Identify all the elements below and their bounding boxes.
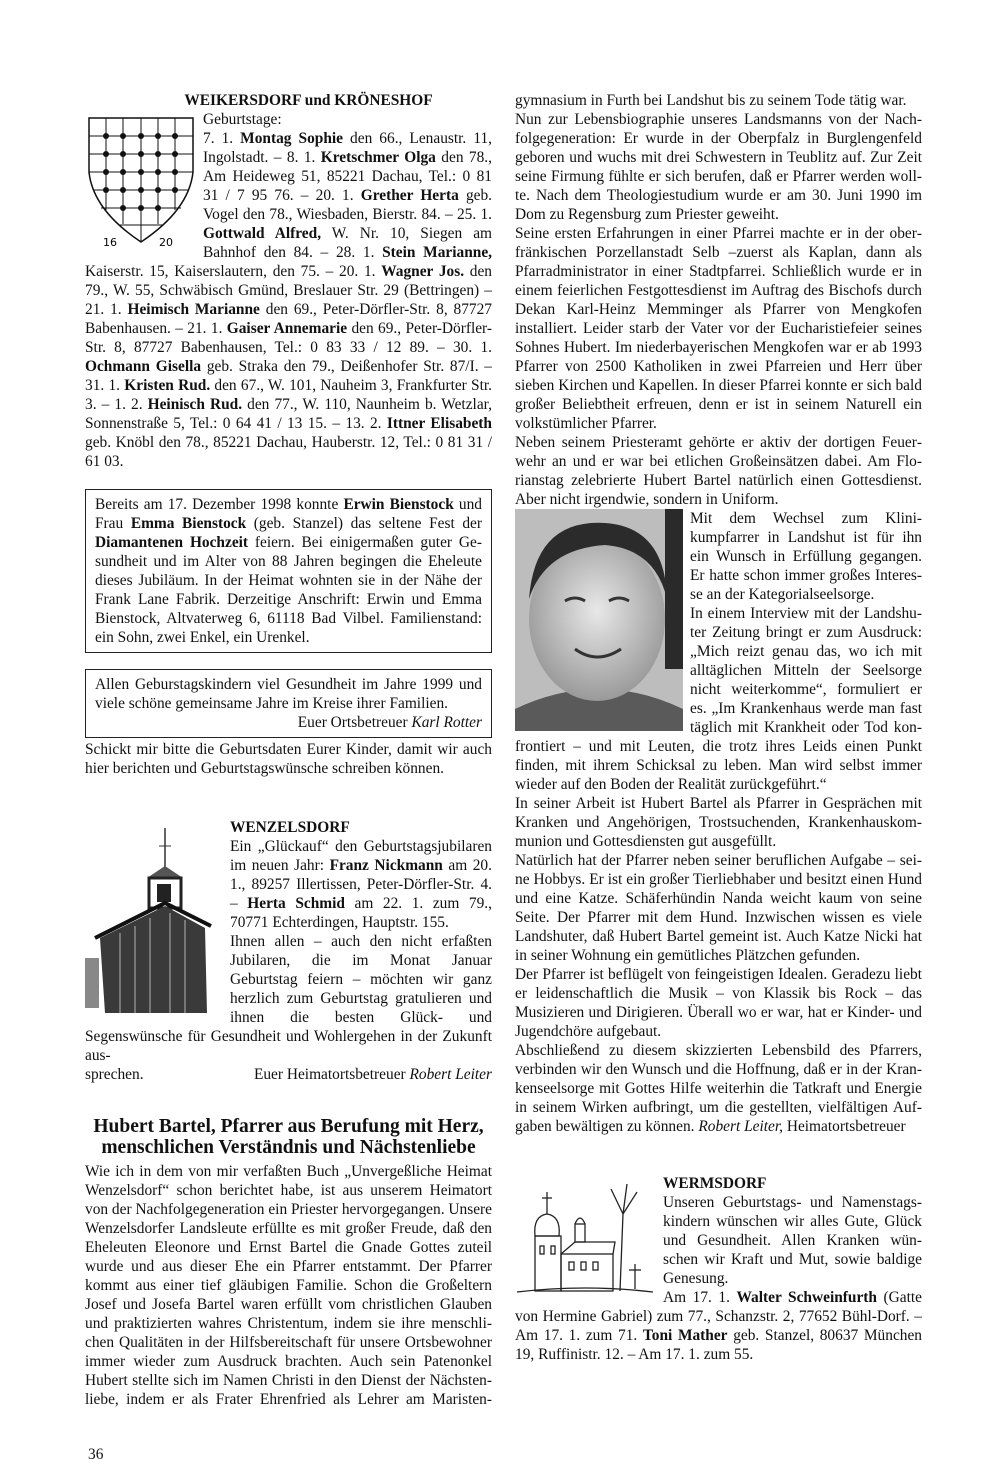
text-run: Ein „Glückauf“ den Geburtstagsjubilaren im neuen Jahr: [230,838,492,874]
coat-of-arms-icon [85,110,197,260]
greeting-last-word: sprechen. [85,1066,144,1083]
article-title-line-1: Hubert Bartel, Pfarrer aus Berufung mit Herz, [93,1116,484,1137]
bold-name: Kretschmer Olga [320,149,436,166]
text-run: den 79., W. 55, Schwäbisch Gmünd, Breslauer Str. 29 (Bettringen) – 21. 1. [85,263,492,318]
section-wenzelsdorf [85,818,492,1084]
text-run: Heimatortsbetreuer [782,1118,906,1135]
text-run: den 78., Am Heideweg 51, 85221 Dachau, Tel.: 0 81 31 / 7 95 76. – 20. 1. [203,149,492,204]
wenzelsdorf-greeting: Ihnen allen – auch den nicht erfaßten Jubilaren, die im Monat Januar Geburtstag feiern – möchten wir ganz herzlich zum Geburtstag gratulieren und ihnen die besten Glück- und Segenswünsche für Gesundheit und Wohlergehen in der Zukunft aus- [85,933,492,1064]
text-run: und Frau [95,496,482,532]
text-run: geb. Straka den 79., Deißenhofer Str. 87/I. – 31. 1. [85,358,492,394]
wenzelsdorf-signature [254,1065,492,1084]
bold-name: Stein Marianne, [382,244,492,261]
chapel-drawing-icon [85,818,215,1018]
article-title [85,1116,492,1158]
article-paragraph: In seiner Arbeit ist Hubert Bartel als Pfarrer in Gesprächen mit Kranken und Angehörigen, Trostsuchenden, Krankenhauskommunion und Gottesdiensten gut ausgefüllt. [515,795,922,850]
bold-name: Montag Sophie [240,130,343,147]
bold-name: Gottwald Alfred, [203,225,322,242]
text-run: den 67., W. 101, Nauheim 3, Frankfurter Str. 3. – 1. 2. [85,377,492,413]
page-number: 36 [88,1446,104,1463]
text-run: (Gatte von Hermine Gabriel) zum 77., Schanzstr. 2, 77652 Bühl-Dorf. – Am 17. 1. zum 71. [515,1289,922,1344]
article-paragraph: Der Pfarrer ist beflügelt von feingeistigen Idealen. Geradezu liebt er leidenschaftlich die Musik – von Klassik bis Rock – das Musizieren und Dirigieren. Überall wo er war, hat er Kinder- und Jugendchöre aufgebaut. [515,966,922,1040]
jubilee-text [95,495,482,647]
portrait-photo-icon [515,509,683,731]
bold-name: Wagner Jos. [381,263,465,280]
bold-name: Franz Nickmann [329,857,443,874]
bold-name: Herta Schmid [247,895,345,912]
note-text: Schickt mir bitte die Geburtsdaten Eurer Kinder, damit wir auch hier berichten und Geburtstagswünsche schreiben können. [85,741,492,777]
right-column [515,91,922,1364]
section-heading: WENZELSDORF [230,819,350,836]
text-run: geb. Vogel den 78., Wiesbaden, Bierstr. 84. – 25. 1. [203,187,492,223]
bold-name: Kristen Rud. [124,377,211,394]
article-paragraph: In einem Interview mit der Landshuter Zeitung bringt er zum Ausdruck: „Mich reizt genau das, wo ich mit alltäglichen Mitteln der Seelsorge nicht weiterkomme“, formuliert er es. „Im Krankenhaus werde man fast täglich mit Krankheit oder Tod konfrontiert – und mit Leuten, die trotz ihres Leids einen Punkt finden, mit ihrem Schicksal zu leben. Man wird selbst immer wieder auf den Boden der Realität zurückgeführt.“ [515,605,922,793]
crest-label: 16 [103,236,117,249]
note [85,740,492,778]
wishes-signature [95,713,482,732]
article-paragraph: Seine ersten Erfahrungen in einer Pfarrei machte er in der oberfränkischen Porzellanstadt Selb –zuerst als Kaplan, dann als Pfarradministrator in einer Stadtpfarrei. Schließlich wurde er in einem feierlichen Festgottesdienst im Auftrag des Bischofs durch Dekan Karl-Heinz Memminger als Pfarrer von Mengkofen installiert. Leider starb der Vater vor der Eucharistiefeier seines Sohnes Hubert. Im niederbayerischen Mengkofen war er ab 1993 Pfarrer von 2500 Katholiken in zwei Pfarreien und Herr über sieben Kirchen und Kapellen. In dieser Pfarrei konnte er sich bald großer Beliebtheit erfreuen, denn er ist in seinem Naturell ein volkstümlicher Pfarrer. [515,225,922,432]
church-image [515,1174,663,1307]
text-run: am 20. 1., 89257 Illertissen, Peter-Dörfler-Str. 4. – [230,857,492,912]
italic-name: Karl Rotter [411,714,482,731]
article-body-right [515,91,922,1136]
church-drawing-icon [515,1174,655,1299]
crest-label: 20 [159,236,173,249]
bold-name: Gaiser Annemarie [226,320,348,337]
bold-name: Erwin Bienstock [343,496,454,513]
text-run: (geb. Stanzel) das seltene Fest der [246,515,482,532]
article-body-left [85,1162,492,1409]
bold-name: Grether Herta [360,187,459,204]
bold-name: Diamantenen Hochzeit [95,534,249,551]
article-paragraph: gymnasium in Furth bei Landshut bis zu seinem Tode tätig war. [515,92,907,109]
text-run: den 66., Lenaustr. 11, Ingolstadt. – 8. 1. [203,130,492,166]
text-run: Am 17. 1. [663,1289,737,1306]
italic-name: Robert Leiter [409,1066,492,1083]
text-run: den 69., Peter-Dörfler-Str. 8, 87727 Babenhausen. – 21. 1. [85,301,492,337]
section-heading: WERMSDORF [663,1175,767,1192]
wishes-text: Allen Geburstagskindern viel Gesundheit im Jahre 1999 und viele schöne gemeinsame Jahre im Kreise ihrer Familien. [95,676,482,712]
bold-name: Toni Mather [642,1327,728,1344]
text-run: Euer Heimatortsbetreuer [253,1066,410,1083]
article-paragraph: Nun zur Lebensbiographie unseres Landsmanns von der Nachfolgegeneration: Er wurde in der Oberpfalz in Burglengenfeld geboren und wuchs mit drei Schwestern in Teublitz auf. Zur Zeit seine Firmung fühlte er sich berufen, daß er Pfarrer werden wollte. Nach dem Theologiestudium wurde er am 30. Juni 1990 im Dom zu Regensburg zum Priester geweiht. [515,111,922,223]
article-paragraph: Natürlich hat der Pfarrer neben seiner beruflichen Aufgabe – seine Hobbys. Er ist ein großer Tierliebhaber und besitzt einen Hund und eine Katze. Schäferhündin Nanda weicht kaum von seine Seite. Der Pfarrer mit dem Hund. Inzwischen wissen es viele Landshuter, daß Hubert Bartel gemeint ist. Auch Katze Nicki hat in seiner Wohnung ein gemütliches Plätzchen gefunden. [515,852,922,964]
article-paragraph: Neben seinem Priesteramt gehörte er aktiv der dortigen Feuerwehr an und er war bei etlichen Großeinsätzen dabei. Am Florianstag zelebrierte Hubert Bartel natürlich einen Gottesdienst. Aber nicht irgendwie, sondern in Uniform. [515,434,922,508]
bold-name: Walter Schweinfurth [736,1289,877,1306]
article-closing [515,1041,922,1136]
article-paragraph: Wie ich in dem von mir verfaßten Buch „Unvergeßliche Heimat Wenzelsdorf“ schon berichtet habe, ist aus unserem Heimatort von der Nachfolgegeneration ein Priester hervorgegangen. Unsere Wenzelsdorfer Landsleute erfüllte es mit großer Freude, daß den Eheleuten Eleonore und Ernst Bartel die Gnade Gottes zuteil wurde und aus dieser Ehe ein Pfarrer entstammt. Der Pfarrer kommt aus einer tief gläubigen Familie. Schon die Großeltern Josef und Josefa Bartel waren erfüllt vom christlichen Glauben und praktizierten wahres Christentum, indem sie ihre menschlichen Qualitäten in der Hilfsbereitschaft für unsere Ortsbewohner immer wieder zum Ausdruck brachten. Auch sein Patenonkel Hubert stellte sich im Namen Christi in den Dienst der Nächstenliebe, indem er als Frater Ehrenfried als Lehrer am Maristen- [85,1163,492,1408]
bold-name: Heimisch Marianne [127,301,260,318]
text-run: den 69., Peter-Dörfler-Str. 8, 87727 Babenhausen, Tel.: 0 83 33 / 12 89. – 30. 1. [85,320,492,356]
text-run: am 22. 1. zum 79., 70771 Echterdingen, Hauptstr. 155. [230,895,492,931]
article-title-line-2: menschlichen Verständnis und Nächstenliebe [101,1137,476,1158]
text-run: geb. Stanzel, 80637 München 19, Ruffinistr. 12. – Am 17. 1. zum 55. [515,1327,922,1363]
text-run: Euer Ortsbetreuer [297,714,412,731]
bold-name: Heinisch Rud. [147,396,243,413]
bold-name: Emma Bienstock [130,515,247,532]
text-run: W. Nr. 10, Siegen am Bahnhof den 84. – 28. 1. [203,225,492,261]
jubilee-box [85,489,492,653]
bold-name: Ochmann Gisella [85,358,202,375]
portrait-photo [515,509,690,737]
chapel-image [85,818,230,1027]
article-paragraph: Mit dem Wechsel zum Klinikumpfarrer in Landshut ist für ihn ein Wunsch in Erfüllung gegangen. Er hatte schon immer großes Interesse an der Kategorialseelsorge. [690,510,922,603]
wermsdorf-greeting: Unseren Geburtstags- und Namenstagskindern wünschen wir alles Gute, Glück und Gesundheit. Allen Kranken wünschen wir Kraft und Mut, sowie baldige Genesung. [663,1194,922,1287]
text-run: Bereits am 17. Dezember 1998 konnte [95,496,344,513]
left-column [85,91,492,1464]
text-run: geb. Knöbl den 78., 85221 Dachau, Hauberstr. 12, Tel.: 0 81 31 / 61 03. [85,434,492,470]
section-wermsdorf [515,1174,922,1364]
section-heading: WEIKERSDORF und KRÖNESHOF [184,92,433,109]
text-run: feiern. Bei einigermaßen guter Gesundheit und im Alter von 88 Jahren begingen die Eheleute dieses Jubiläum. In der Heimat wohnten sie in der Nähe der Frank Lane Fabrik. Derzeitige Anschrift: Erwin und Emma Bienstock, Altvaterweg 6, 61118 Bad Vilbel. Familienstand: ein Sohn, zwei Enkel, ein Urenkel. [95,534,482,646]
greeting-end-row [85,1065,492,1084]
text-run: 7. 1. [203,130,241,147]
wishes-box [85,669,492,738]
birthday-intro: Geburtstage: [203,111,282,128]
section-weikersdorf [85,91,492,471]
crest-image [85,110,203,262]
text-run: Kaiserstr. 15, Kaiserslautern, den 75. – 20. 1. [85,263,382,280]
bold-name: Ittner Elisabeth [386,415,492,432]
text-run: Abschließend zu diesem skizzierten Lebensbild des Pfarrers, verbinden wir den Wunsch und die Hoffnung, daß er in der Krankenseelsorge mit Gottes Hilfe weiterhin die Tatkraft und Energie in seinem Wirken aufbringt, um die gestellten, vielfältigen Aufgaben bewältigen zu können. [515,1042,922,1135]
text-run: den 77., W. 110, Naunheim b. Wetzlar, Sonnenstraße 5, Tel.: 0 64 41 / 13 15. – 13. 2. [85,396,492,432]
italic-name: Robert Leiter, [698,1118,783,1135]
